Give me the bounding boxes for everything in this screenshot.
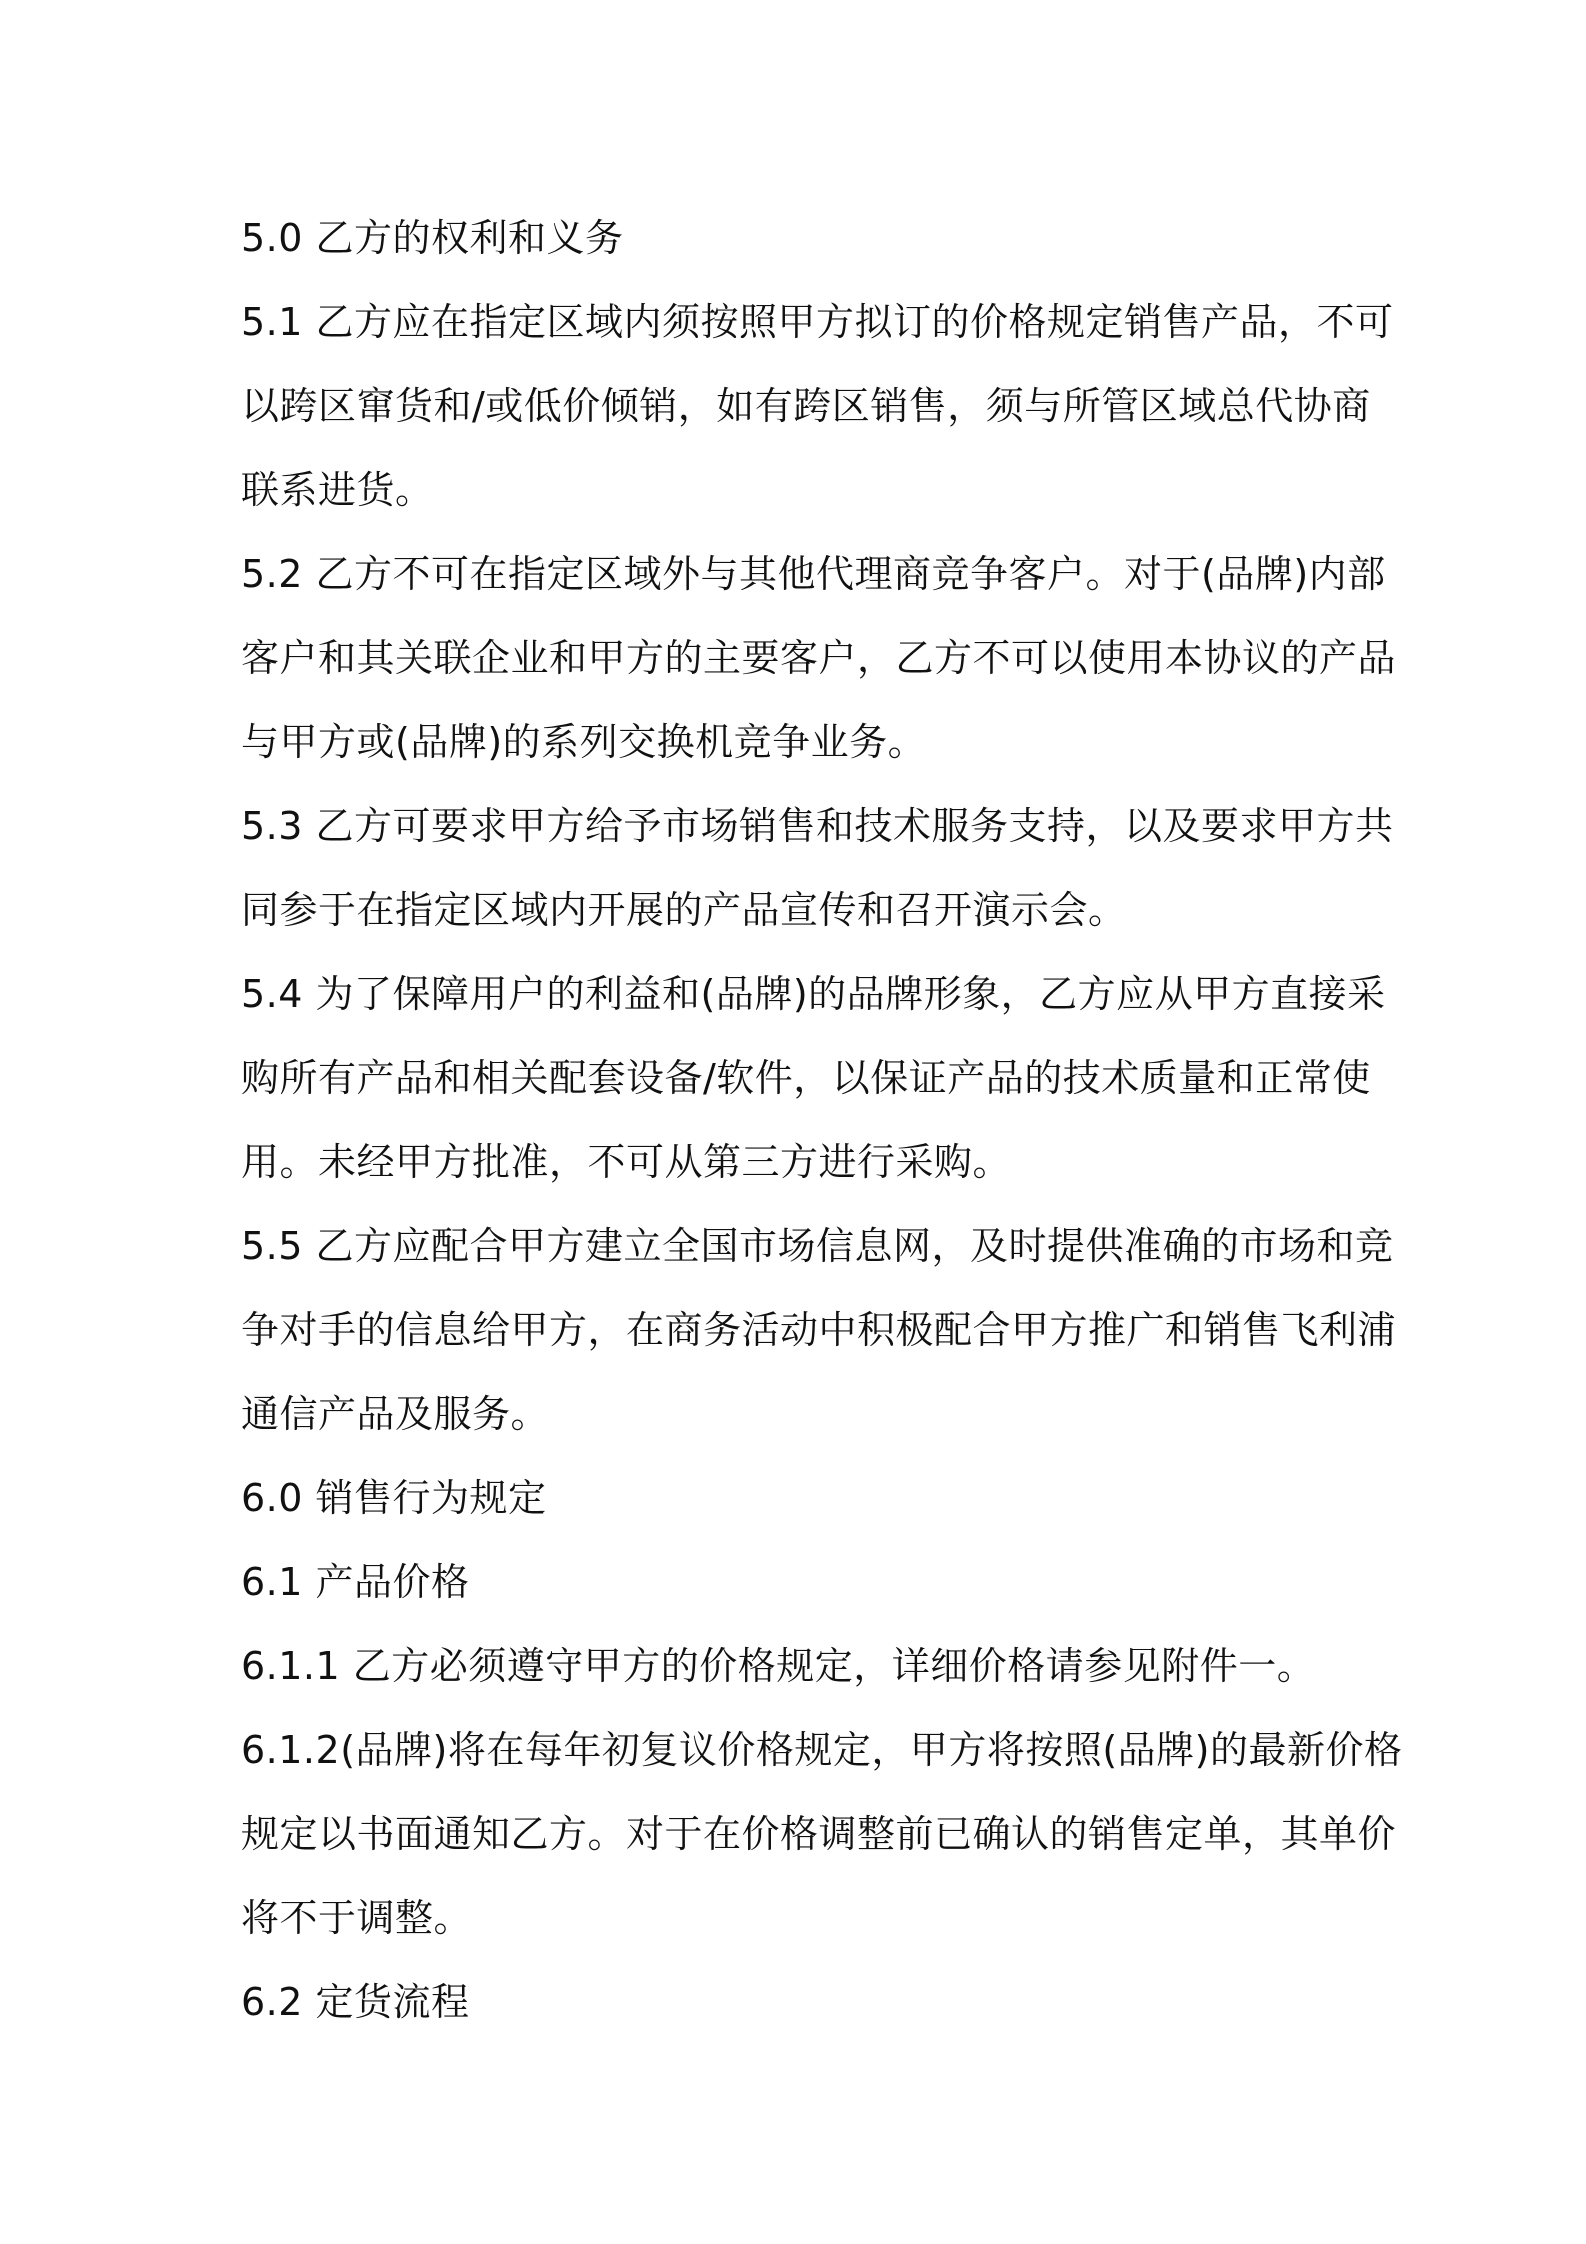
text-line: 与甲方或(品牌)的系列交换机竞争业务。	[241, 720, 927, 764]
clause-5-2	[241, 532, 1397, 784]
text-line: 5.4 为了保障用户的利益和(品牌)的品牌形象，乙方应从甲方直接采	[241, 972, 1386, 1016]
subsection-heading-6-1	[241, 1540, 1351, 1624]
text-line: 5.2 乙方不可在指定区域外与其他代理商竞争客户。对于(品牌)内部	[241, 552, 1386, 596]
text-line: 5.0 乙方的权利和义务	[241, 216, 624, 260]
text-line: 6.1.2(品牌)将在每年初复议价格规定，甲方将按照(品牌)的最新价格	[241, 1728, 1403, 1772]
clause-5-5	[241, 1204, 1397, 1456]
text-line: 客户和其关联企业和甲方的主要客户，乙方不可以使用本协议的产品	[241, 636, 1397, 680]
text-line: 6.1 产品价格	[241, 1560, 470, 1604]
text-line: 规定以书面通知乙方。对于在价格调整前已确认的销售定单，其单价	[241, 1812, 1397, 1856]
text-line: 5.1 乙方应在指定区域内须按照甲方拟订的价格规定销售产品，不可	[241, 300, 1394, 344]
clause-5-4	[241, 952, 1386, 1204]
subsection-heading-6-2	[241, 1960, 1351, 2044]
clause-5-1	[241, 280, 1394, 532]
section-heading-6-0	[241, 1456, 1351, 1540]
document-body	[241, 196, 1403, 2044]
text-line: 6.2 定货流程	[241, 1980, 470, 2024]
text-line: 6.0 销售行为规定	[241, 1476, 547, 1520]
text-line: 购所有产品和相关配套设备/软件，以保证产品的技术质量和正常使	[241, 1056, 1371, 1100]
text-line: 联系进货。	[241, 468, 434, 512]
text-line: 用。未经甲方批准，不可从第三方进行采购。	[241, 1140, 1012, 1184]
text-line: 争对手的信息给甲方，在商务活动中积极配合甲方推广和销售飞利浦	[241, 1308, 1397, 1352]
clause-6-1-2	[241, 1708, 1403, 1960]
text-line: 5.5 乙方应配合甲方建立全国市场信息网，及时提供准确的市场和竞	[241, 1224, 1394, 1268]
clause-5-3	[241, 784, 1394, 952]
section-heading-5-0	[241, 196, 1351, 280]
text-line: 将不于调整。	[241, 1896, 473, 1940]
clause-6-1-1	[241, 1624, 1351, 1708]
text-line: 以跨区窜货和/或低价倾销，如有跨区销售，须与所管区域总代协商	[241, 384, 1371, 428]
text-line: 通信产品及服务。	[241, 1392, 550, 1436]
text-line: 6.1.1 乙方必须遵守甲方的价格规定，详细价格请参见附件一。	[241, 1644, 1316, 1688]
text-line: 5.3 乙方可要求甲方给予市场销售和技术服务支持，以及要求甲方共	[241, 804, 1394, 848]
text-line: 同参于在指定区域内开展的产品宣传和召开演示会。	[241, 888, 1127, 932]
